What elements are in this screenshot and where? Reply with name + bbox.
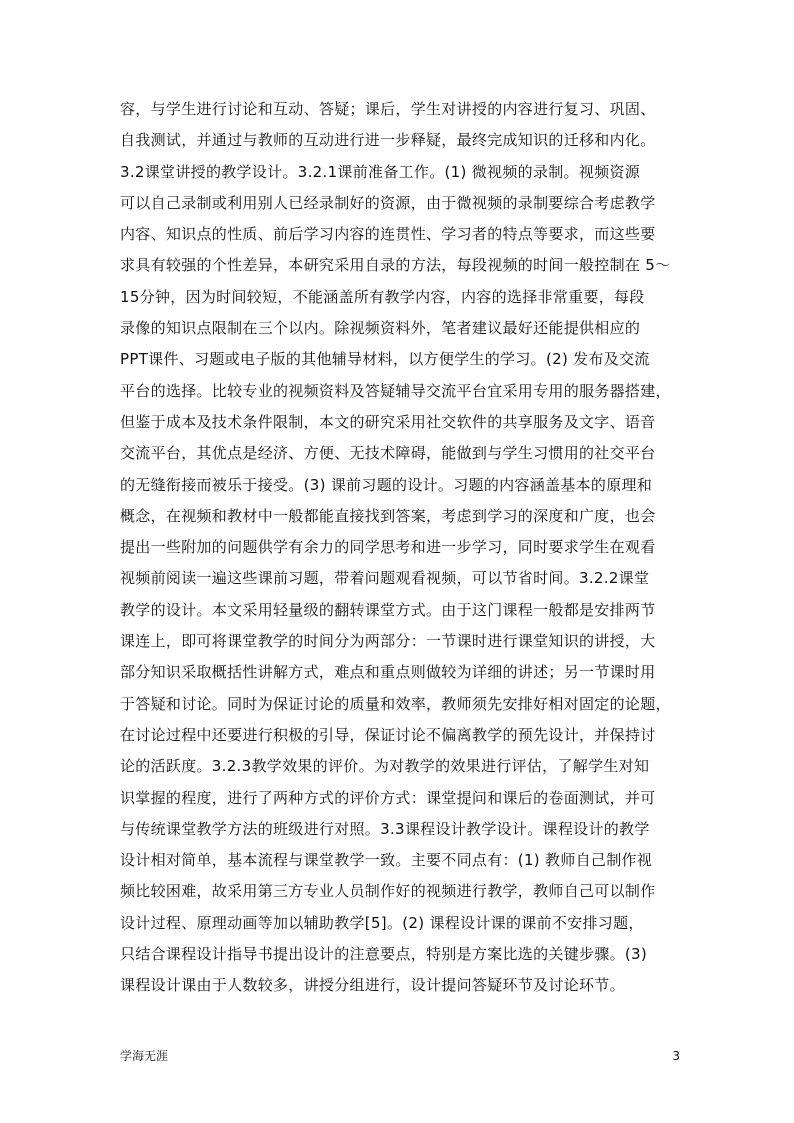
text-line: 平台的选择。比较专业的视频资料及答疑辅导交流平台宜采用专用的服务器搭建， xyxy=(120,381,671,400)
text-line: 15分钟，因为时间较短，不能涵盖所有教学内容，内容的选择非常重要，每段 xyxy=(120,287,645,306)
text-line: 课程设计课由于人数较多，讲授分组进行，设计提问答疑环节及讨论环节。 xyxy=(120,976,625,995)
text-line: 在讨论过程中还要进行积极的引导，保证讨论不偏离教学的预先设计，并保持讨 xyxy=(120,725,656,744)
text-line: 识掌握的程度，进行了两种方式的评价方式：课堂提问和课后的卷面测试，并可 xyxy=(120,788,656,807)
text-line: 视频前阅读一遍这些课前习题，带着问题观看视频，可以节省时间。3.2.2课堂 xyxy=(120,569,650,588)
text-line: 可以自己录制或利用别人已经录制好的资源，由于微视频的录制要综合考虑教学 xyxy=(120,193,656,212)
text-line: 概念，在视频和教材中一般都能直接找到答案，考虑到学习的深度和广度，也会 xyxy=(120,506,656,525)
text-line: 内容、知识点的性质、前后学习内容的连贯性、学习者的特点等要求，而这些要 xyxy=(120,225,656,244)
text-line: 但鉴于成本及技术条件限制，本文的研究采用社交软件的共享服务及文字、语音 xyxy=(120,412,656,431)
text-line: 教学的设计。本文采用轻量级的翻转课堂方式。由于这门课程一般都是安排两节 xyxy=(120,600,656,619)
text-line: 与传统课堂教学方法的班级进行对照。3.3课程设计教学设计。课程设计的教学 xyxy=(120,819,650,838)
text-line: 自我测试，并通过与教师的互动进行进一步释疑，最终完成知识的迁移和内化。 xyxy=(120,131,656,150)
footer-text: 学海无涯 xyxy=(120,1049,169,1063)
text-line: 求具有较强的个性差异，本研究采用自录的方法，每段视频的时间一般控制在 5～ xyxy=(120,256,671,275)
text-line: 提出一些附加的问题供学有余力的同学思考和进一步学习，同时要求学生在观看 xyxy=(120,538,656,557)
text-line: 设计过程、原理动画等加以辅助教学[5]。(2) 课程设计课的课前不安排习题， xyxy=(120,913,644,932)
text-line: 论的活跃度。3.2.3教学效果的评价。为对教学的效果进行评估，了解学生对知 xyxy=(120,757,650,776)
text-line: 课连上，即可将课堂教学的时间分为两部分：一节课时进行课堂知识的讲授，大 xyxy=(120,632,656,651)
text-line: 部分知识采取概括性讲解方式，难点和重点则做较为详细的讲述；另一节课时用 xyxy=(120,663,656,682)
text-line: 频比较困难，故采用第三方专业人员制作好的视频进行教学，教师自己可以制作 xyxy=(120,882,656,901)
text-line: 3.2课堂讲授的教学设计。3.2.1课前准备工作。(1) 微视频的录制。视频资源 xyxy=(120,162,641,181)
text-line: 的无缝衔接而被乐于接受。(3) 课前习题的设计。习题的内容涵盖基本的原理和 xyxy=(120,475,653,494)
text-line: 设计相对简单，基本流程与课堂教学一致。主要不同点有：(1) 教师自己制作视 xyxy=(120,851,653,870)
text-line: PPT课件、习题或电子版的其他辅导材料，以方便学生的学习。(2) 发布及交流 xyxy=(120,350,650,369)
text-line: 只结合课程设计指导书提出设计的注意要点，特别是方案比选的关键步骤。(3) xyxy=(120,945,648,964)
text-line: 录像的知识点限制在三个以内。除视频资料外，笔者建议最好还能提供相应的 xyxy=(120,319,641,338)
body-text xyxy=(120,94,680,1002)
page-number: 3 xyxy=(672,1049,680,1063)
text-line: 交流平台，其优点是经济、方便、无技术障碍，能做到与学生习惯用的社交平台 xyxy=(120,444,656,463)
text-line: 容，与学生进行讨论和互动、答疑；课后，学生对讲授的内容进行复习、巩固、 xyxy=(120,100,656,118)
text-line: 于答疑和讨论。同时为保证讨论的质量和效率，教师须先安排好相对固定的论题， xyxy=(120,694,671,713)
